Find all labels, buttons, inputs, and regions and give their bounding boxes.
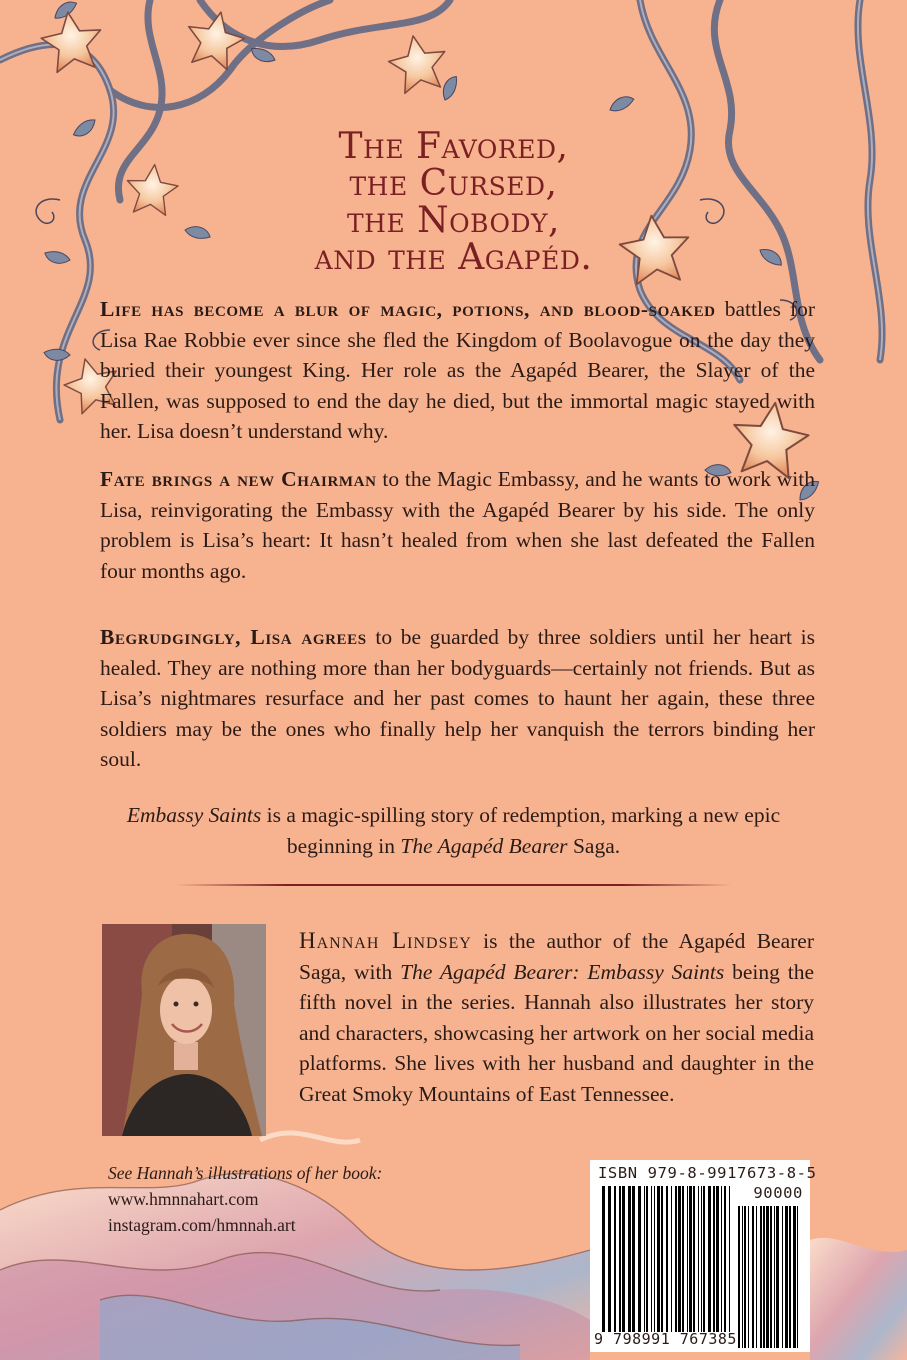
blurb-paragraph-3 [100,622,815,775]
barcode-bars-addon [738,1206,800,1348]
author-bio-book-title: The Agapéd Bearer: Embassy Saints [400,959,725,984]
barcode-bar [785,1206,788,1348]
barcode-bar [760,1206,762,1348]
tagline [150,128,757,276]
barcode-bar [752,1206,754,1348]
barcode-bar [689,1186,692,1332]
barcode-bar [698,1186,699,1332]
barcode-bar [622,1186,625,1332]
barcode-bar [742,1206,743,1348]
barcode-bar [748,1206,749,1348]
barcode-bar [675,1186,677,1332]
blurb-lead-1: Life has become a blur of magic, potions, and blood-soaked [100,297,716,321]
author-photo [102,924,266,1136]
series-title-embassy-saints: Embassy Saints [126,803,262,827]
barcode-bar [770,1206,772,1348]
closing-text-1: is a magic-spilling story of redemption, marking a new epic beginning in [261,803,781,858]
barcode-bar [713,1186,715,1332]
barcode-bar [766,1206,769,1348]
tagline-line-1: The Favored, [338,126,569,167]
barcode-bar [614,1186,616,1332]
barcode-bar [682,1186,684,1332]
barcode-bar [602,1186,605,1332]
tagline-line-4: and the Agapéd. [314,237,593,278]
barcode-bar [701,1186,702,1332]
blurb-text-1: battles for Lisa Rae Robbie ever since she fled the Kingdom of Boolavogue on the day they buried their youngest King. Her role as the Agapéd Bearer, the Slayer of the Fallen, was supposed to end the day he died, but the immortal magic stayed with her. Lisa doesn’t understand why. [100,297,815,443]
barcode-bar [708,1186,711,1332]
barcode-bar [654,1186,655,1332]
barcode-bar [744,1206,746,1348]
author-bio [299,926,814,1109]
website-link[interactable]: www.hmnnahart.com [108,1189,259,1209]
isbn-barcode [590,1160,817,1352]
closing-text-2: Saga. [567,834,621,858]
author-bio-text-2: being the fifth novel in the series. Hannah also illustrates her story and characters, showcasing her artwork on her social media platforms. She lives with her husband and daughter in the Great Smoky Mountains of East Tennessee. [299,959,814,1106]
barcode-bar [703,1186,705,1332]
illustration-links [108,1160,428,1238]
author-bio-text-1: is the author of the Agapéd Bearer Saga, with [299,929,814,984]
blurb-paragraph-2 [100,464,815,586]
links-intro: See Hannah’s illustrations of her book: [108,1163,383,1183]
author-name: Hannah Lindsey [299,928,472,953]
barcode-bar [721,1186,722,1332]
barcode-bar [628,1186,631,1332]
barcode-bar [671,1186,672,1332]
blurb-lead-3: Begrudgingly, Lisa agrees [100,625,367,649]
barcode-bar [651,1186,652,1332]
blurb-text-3: to be guarded by three soldiers until her heart is healed. They are nothing more than her bodyguards—certainly not friends. But as Lisa’s nightmares resurface and her past comes to haunt her again, these three soldiers may be the ones who finally help her vanquish the terrors binding her soul. [100,625,816,771]
series-title-agaped-bearer: The Agapéd Bearer [400,834,568,858]
barcode-bar [789,1206,791,1348]
tagline-line-2: the Cursed, [349,163,558,204]
closing-statement [110,800,797,862]
barcode-bar [763,1206,765,1348]
barcode-bar [797,1206,798,1348]
tagline-line-3: the Nobody, [347,200,560,241]
barcode-bar [693,1186,695,1332]
blurb-text-2: to the Magic Embassy, and he wants to work with Lisa, reinvigorating the Embassy with the Agapéd Bearer by his side. The only problem is Lisa’s heart: It hasn’t healed from when she last defeated the Fallen four months ago. [100,467,816,583]
barcode-bar [678,1186,681,1332]
barcode-bar [638,1186,641,1332]
barcode-bar [661,1186,663,1332]
barcode-bar [666,1186,668,1332]
barcode-bar [646,1186,648,1332]
instagram-link[interactable]: instagram.com/hmnnah.art [108,1215,296,1235]
barcode-bar [687,1186,688,1332]
section-divider [175,884,732,886]
blurb-paragraph-1 [100,294,815,447]
barcode-bar [632,1186,635,1332]
barcode-bar [716,1186,719,1332]
barcode-bar [782,1206,783,1348]
barcode-bar [644,1186,645,1332]
barcode-bar [756,1206,757,1348]
price-code: 90000 [753,1184,803,1202]
barcode-bar [729,1186,730,1332]
barcode-bar [776,1206,779,1348]
barcode-bar [619,1186,621,1332]
ean-digits: 9 798991 767385 [594,1330,737,1348]
isbn-number: ISBN 979-8-9917673-8-5 [598,1164,817,1182]
barcode-bar [774,1206,775,1348]
barcode-bar [738,1206,740,1348]
barcode-bar [608,1186,611,1332]
barcode-bars-main [602,1186,730,1332]
barcode-bar [724,1186,726,1332]
blurb-lead-2: Fate brings a new Chairman [100,467,377,491]
barcode-bar [793,1206,796,1348]
barcode-bar [657,1186,660,1332]
